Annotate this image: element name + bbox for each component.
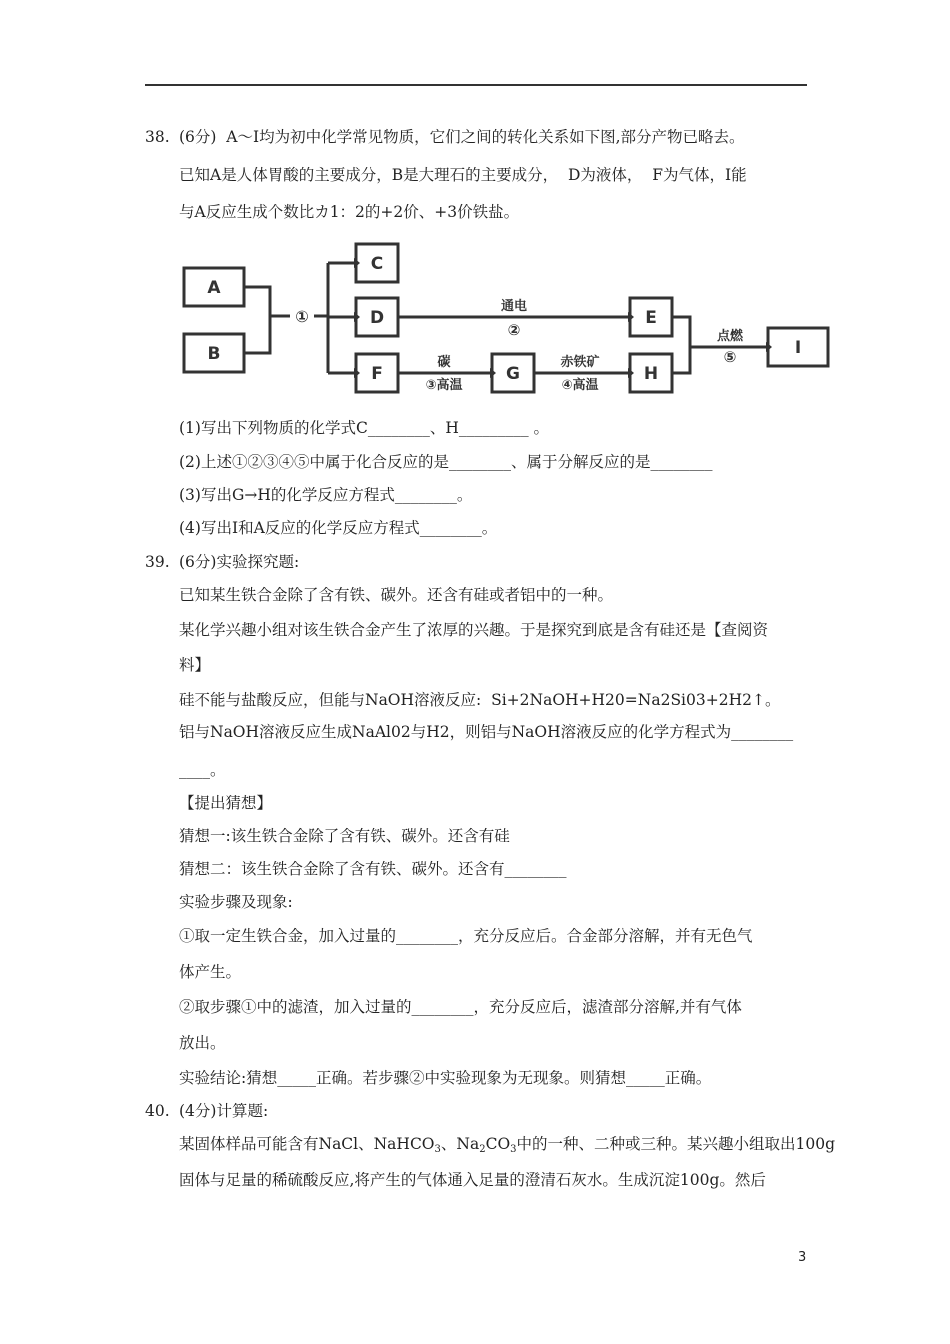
q38-line-1: (6分) A～I均为初中化学常见物质，它们之间的转化关系如下图,部分产物已略去。 xyxy=(179,128,745,146)
q38-line-3: 与A反应生成个数比カ1：2的+2价、+3价铁盐。 xyxy=(179,203,520,221)
fg-reagent: 碳 xyxy=(437,355,451,370)
q39-number: 39. xyxy=(145,553,170,571)
q38-sub-2: (2)上述①②③④⑤中属于化合反应的是________、属于分解反应的是________ xyxy=(179,453,713,471)
label-f: F xyxy=(371,364,383,384)
q39-line-2: 已知某生铁合金除了含有铁、碳外。还含有硅或者铝中的一种。 xyxy=(179,586,614,604)
q40-title: (4分)计算题: xyxy=(179,1102,269,1120)
q39-line-8: 【提出猜想】 xyxy=(179,794,273,812)
q39-line-3: 某化学兴趣小组对该生铁合金产生了浓厚的兴趣。于是探究到底是含有硅还是【查阅资 xyxy=(179,621,769,639)
label-g: G xyxy=(506,364,520,384)
de-step: ② xyxy=(507,321,521,339)
label-b: B xyxy=(207,344,221,364)
q39-line-5: 硅不能与盐酸反应，但能与NaOH溶液反应: Si+2NaOH+H20=Na2Si03+2H2↑。 xyxy=(179,691,781,709)
label-c: C xyxy=(370,254,384,274)
q39-line-4: 料】 xyxy=(179,656,211,674)
q40-number: 40. xyxy=(145,1102,170,1120)
q39-line-6: 铝与NaOH溶液反应生成NaAl02与H2，则铝与NaOH溶液反应的化学方程式为________ xyxy=(179,723,794,741)
label-e: E xyxy=(645,308,657,328)
q39-line-12: ①取一定生铁合金，加入过量的________，充分反应后。合金部分溶解，并有无色气 xyxy=(179,927,753,945)
q39-line-16: 实验结论:猜想_____正确。若步骤②中实验现象为无现象。则猜想_____正确。 xyxy=(179,1069,712,1087)
fg-condition: ③高温 xyxy=(425,378,463,393)
label-i: I xyxy=(794,338,802,358)
gh-condition: ④高温 xyxy=(561,378,599,393)
q38-number: 38. xyxy=(145,128,170,146)
q39-line-9: 猜想一:该生铁合金除了含有铁、碳外。还含有硅 xyxy=(179,827,510,845)
q39-line-14: ②取步骤①中的滤渣，加入过量的________，充分反应后，滤渣部分溶解,并有气体 xyxy=(179,998,742,1016)
q39-line-7: ____。 xyxy=(179,761,226,779)
label-h: H xyxy=(643,364,659,384)
q38-sub-1: (1)写出下列物质的化学式C________、H_________ 。 xyxy=(179,419,550,437)
q38-sub-3: (3)写出G→H的化学反应方程式________。 xyxy=(179,486,473,504)
q40-line-1: 某固体样品可能含有NaCl、NaHCO$_3$、$Na_2CO_3$中的一种、二种或三种。某兴趣小组取出100g xyxy=(179,1135,836,1155)
label-a: A xyxy=(207,278,221,298)
reaction-diagram xyxy=(180,238,840,398)
q40-line-2: 固体与足量的稀硫酸反应,将产生的气体通入足量的澄清石灰水。生成沉淀100g。然后 xyxy=(179,1171,766,1189)
ei-step: ⑤ xyxy=(723,348,737,366)
ei-condition: 点燃 xyxy=(716,329,744,344)
q38-sub-4: (4)写出I和A反应的化学反应方程式________。 xyxy=(179,519,498,537)
q38-line-2: 已知A是人体胃酸的主要成分，B是大理石的主要成分， D为液体， F为气体，I能 xyxy=(179,166,747,184)
q39-line-13: 体产生。 xyxy=(179,963,242,981)
q39-line-15: 放出。 xyxy=(179,1034,226,1052)
header-rule xyxy=(145,84,807,86)
q39-line-1: (6分)实验探究题: xyxy=(179,553,300,571)
q39-line-11: 实验步骤及现象: xyxy=(179,893,293,911)
q39-line-10: 猜想二：该生铁合金除了含有铁、碳外。还含有________ xyxy=(179,860,567,878)
step-1-label: ① xyxy=(295,307,309,326)
gh-reagent: 赤铁矿 xyxy=(560,355,600,370)
page-number: 3 xyxy=(798,1250,807,1265)
label-d: D xyxy=(369,308,385,328)
de-condition: 通电 xyxy=(500,299,528,314)
